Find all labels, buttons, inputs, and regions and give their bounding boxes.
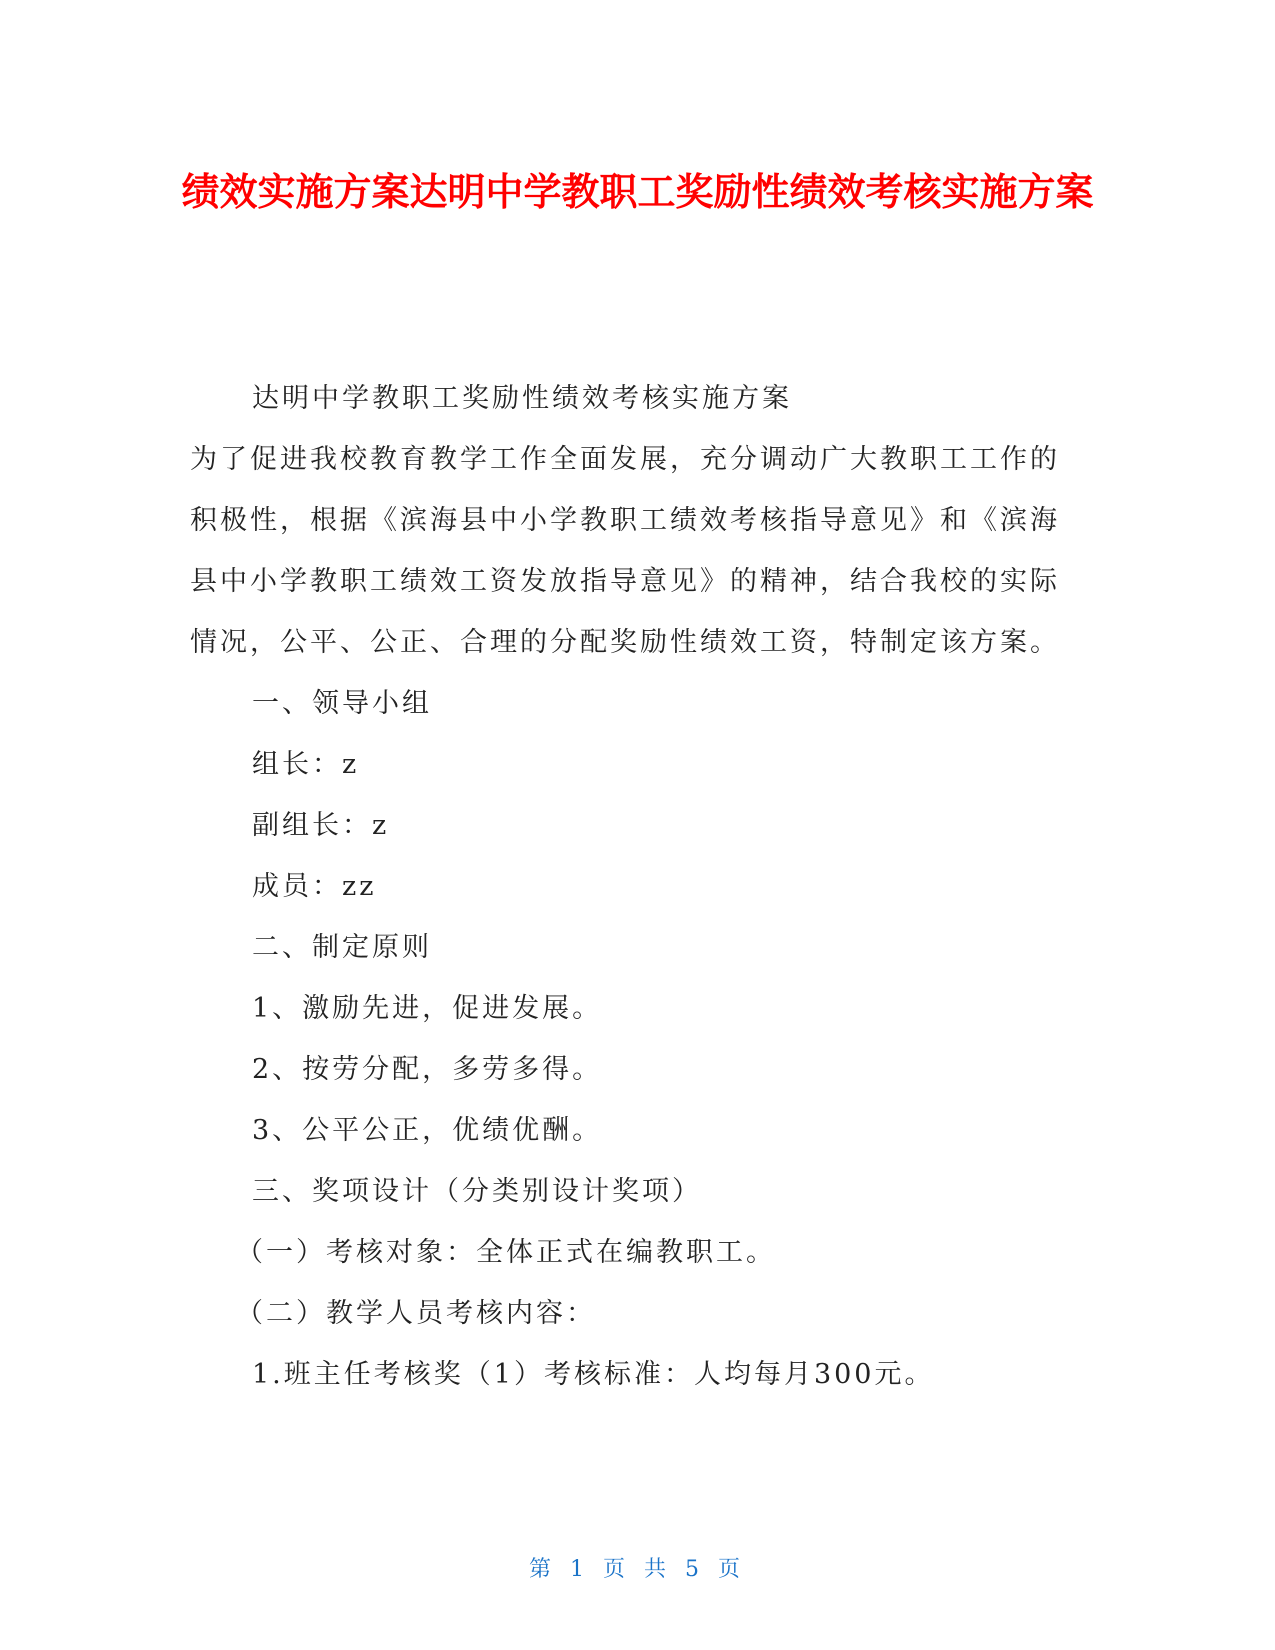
subtitle-line: 达明中学教职工奖励性绩效考核实施方案 [252,383,792,414]
head-teacher-award-line: 1.班主任考核奖（1）考核标准：人均每月300元。 [252,1359,935,1390]
assessment-target-line: （一）考核对象：全体正式在编教职工。 [236,1237,776,1268]
document-body [190,368,1070,1405]
document-title: 绩效实施方案达明中学教职工奖励性绩效考核实施方案 [181,170,1094,214]
intro-paragraph: 为了促进我校教育教学工作全面发展，充分调动广大教职工工作的积极性，根据《滨海县中小学教职工绩效考核指导意见》和《滨海县中小学教职工绩效工资发放指导意见》的精神，结合我校的实际情况，公平、公正、合理的分配奖励性绩效工资，特制定该方案。 [190,444,1060,658]
principle-item-2: 2、按劳分配，多劳多得。 [252,1054,603,1085]
leader-line: 组长：z [252,749,360,780]
section-heading-awards: 三、奖项设计（分类别设计奖项） [252,1176,702,1207]
deputy-leader-line: 副组长：z [252,810,390,841]
members-line: 成员：zz [252,871,377,902]
section-heading-principles: 二、制定原则 [252,932,432,963]
principle-item-1: 1、激励先进，促进发展。 [252,993,603,1024]
teaching-staff-content-line: （二）教学人员考核内容： [236,1298,596,1329]
section-heading-leadership: 一、领导小组 [252,688,432,719]
page-indicator: 第 1 页 共 5 页 [529,1557,746,1582]
principle-item-3: 3、公平公正，优绩优酬。 [252,1115,603,1146]
